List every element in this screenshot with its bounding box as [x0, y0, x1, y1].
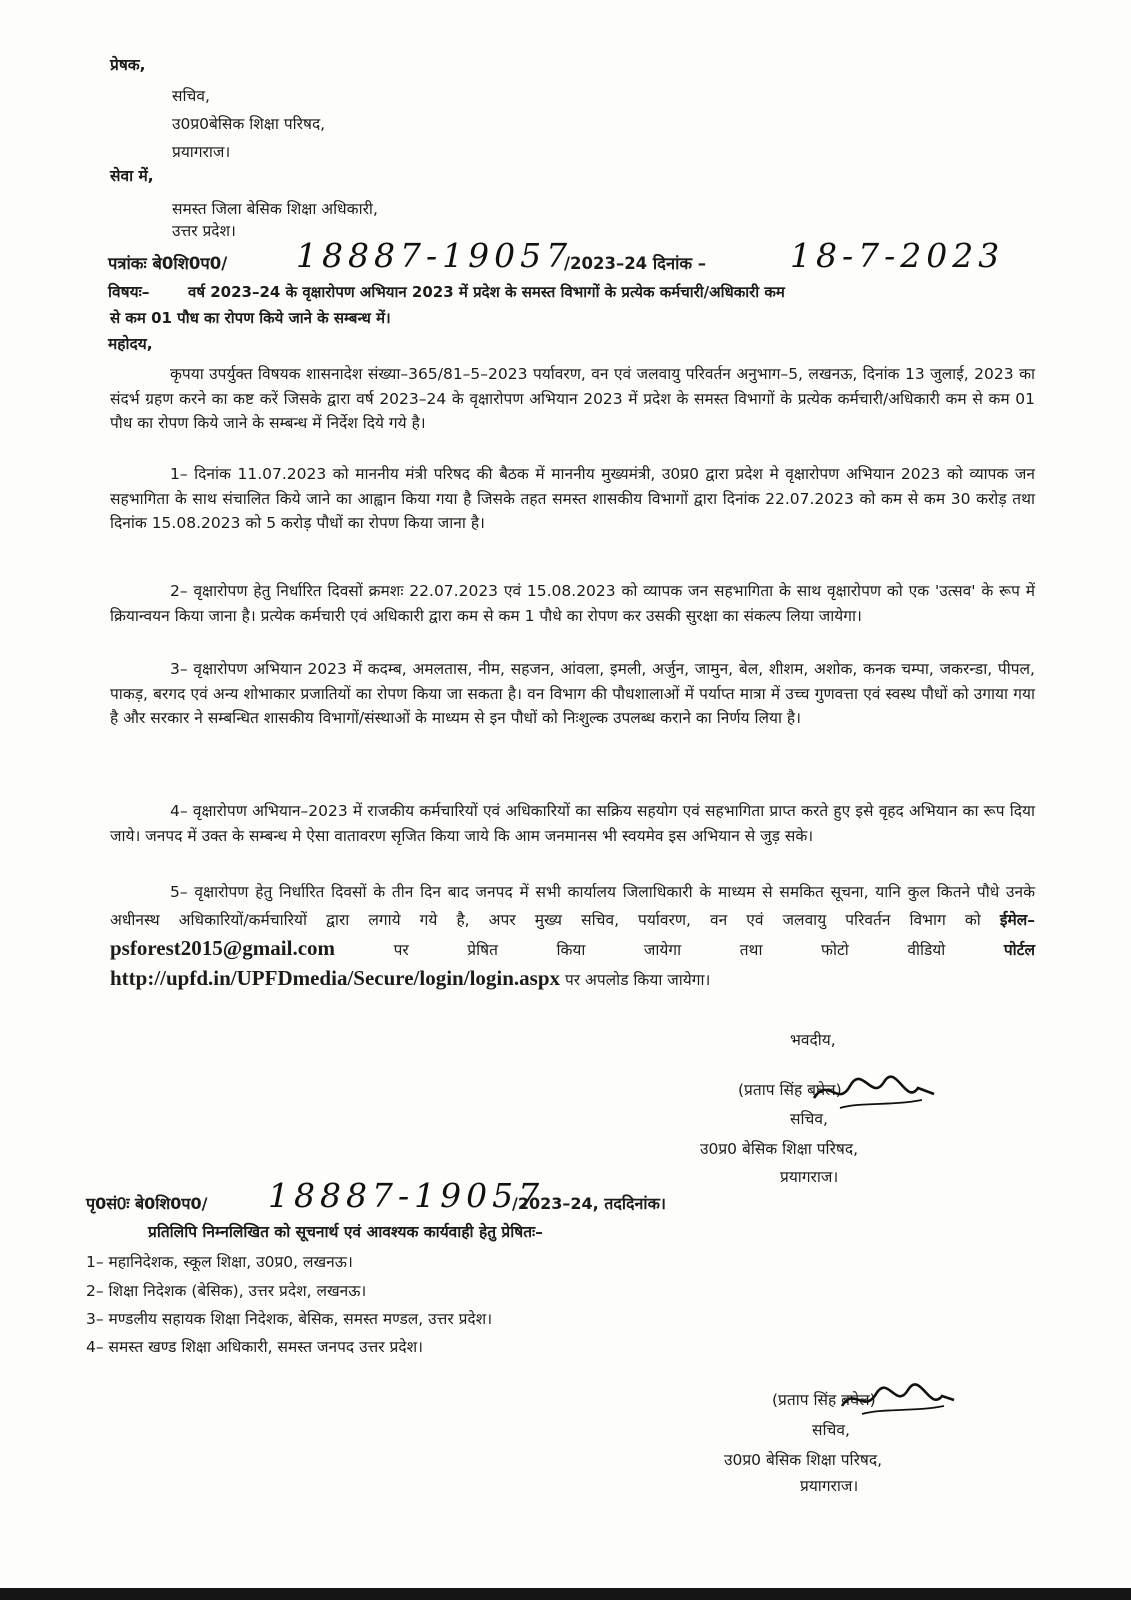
signatory-name: (प्रताप सिंह बघेल) — [738, 1081, 842, 1099]
ref-date-handwritten: 18-7-2023 — [790, 236, 1005, 275]
signatory-title: सचिव, — [790, 1110, 828, 1128]
sender-line: प्रयागराज। — [172, 143, 231, 161]
salutation: महोदय, — [108, 335, 153, 353]
portal-label: पोर्टल — [1003, 941, 1035, 959]
email-address: psforest2015@gmail.com — [110, 936, 336, 960]
point-5-paragraph: 5– वृक्षारोपण हेतु निर्धारित दिवसों के तीन दिन बाद जनपद में सभी कार्यालय जिलाधिकारी के माध्यम से समकित सूचना, यानि कुल कितने पौधे उनके अधीनस्थ अधिकारियों/कर्मचारियों द्वारा लगाये गये है, अपर मुख्य सचिव, पर्यावरण, वन एवं जलवायु परिवर्तन विभाग को ईमेल– psforest2015@gmail.com पर प्रेषित किया जायेगा तथा फोटो वीडियो पोर्टल http://upfd.in/UPFDmedia/Secure/login/login.aspx पर अपलोड किया जायेगा। — [110, 883, 1036, 990]
point-1-paragraph: 1– दिनांक 11.07.2023 को माननीय मंत्री परिषद की बैठक में माननीय मुख्यमंत्री, उ0प्र0 द्वारा प्रदेश मे वृक्षारोपण अभियान 2023 को व्यापक जन सहभागिता के साथ संचालित किये जाने का आह्वान किया गया है जिसके तहत समस्त शासकीय विभागों द्वारा दिनांक 22.07.2023 को कम से कम 30 करोड़ तथा दिनांक 15.08.2023 को 5 करोड़ पौधों का रोपण किया जाना है। — [110, 465, 1035, 532]
point-3-paragraph: 3– वृक्षारोपण अभियान 2023 में कदम्ब, अमलतास, नीम, सहजन, आंवला, इमली, अर्जुन, जामुन, बेल, शीशम, अशोक, कनक चम्पा, जकरन्डा, पीपल, पाकड़, बरगद एवं अन्य शोभाकार प्रजातियों का रोपण किया जा सकता है। वन विभाग की पौधशालाओं में पर्याप्त मात्रा में उच्च गुणवत्ता एवं स्वस्थ पौधों को उगाया गया है और सरकार ने सम्बन्धित शासकीय विभागों/संस्थाओं के माध्यम से इन पौधों को निःशुल्क उपलब्ध कराने का निर्णय लिया है। — [110, 660, 1035, 727]
recipient-line: समस्त जिला बेसिक शिक्षा अधिकारी, — [172, 200, 378, 218]
subject-label: विषयः– — [108, 283, 150, 301]
ref-suffix: /2023–24 दिनांक – — [564, 254, 707, 273]
signatory2-org: उ0प्र0 बेसिक शिक्षा परिषद, — [724, 1451, 883, 1469]
point-4-paragraph: 4– वृक्षारोपण अभियान–2023 में राजकीय कर्मचारियों एवं अधिकारियों का सक्रिय सहयोग एवं सहभागिता प्राप्त करते हुए इसे वृहद अभियान का रूप दिया जाये। जनपद में उक्त के सम्बन्ध मे ऐसा वातावरण सृजित किया जाये कि आम जनमानस भी स्वयमेव इस अभियान से जुड़ सके। — [110, 802, 1035, 845]
copy-list-item: 3– मण्डलीय सहायक शिक्षा निदेशक, बेसिक, समस्त मण्डल, उत्तर प्रदेश। — [86, 1310, 493, 1328]
copy-intro: प्रतिलिपि निम्नलिखित को सूचनार्थ एवं आवश्यक कार्यवाही हेतु प्रेषितः– — [148, 1223, 543, 1241]
scan-edge — [0, 1588, 1131, 1600]
sender-line: सचिव, — [172, 87, 210, 105]
portal-url: http://upfd.in/UPFDmedia/Secure/login/login.aspx — [110, 966, 561, 990]
signatory-place: प्रयागराज। — [780, 1168, 839, 1186]
ref-number-handwritten: 18887-19057 — [296, 236, 573, 275]
signature-scribble — [810, 1068, 940, 1118]
recipient-label: सेवा में, — [110, 167, 154, 185]
copy-ref-suffix: /2023–24, तददिनांक। — [512, 1194, 666, 1213]
signatory2-name: (प्रताप सिंह बघेल) — [772, 1391, 876, 1409]
signatory2-place: प्रयागराज। — [800, 1477, 859, 1495]
point-2-paragraph: 2– वृक्षारोपण हेतु निर्धारित दिवसों क्रमशः 22.07.2023 एवं 15.08.2023 को व्यापक जन सहभागिता के साथ वृक्षारोपण को एक 'उत्सव' के रूप में क्रियान्वयन किया जाना है। प्रत्येक कर्मचारी एवं अधिकारी द्वारा कम से कम 1 पौधे का रोपण कर उसकी सुरक्षा का संकल्प लिया जायेगा। — [110, 582, 1035, 625]
ref-prefix: पत्रांकः बे0शि0प0/ — [108, 254, 228, 273]
subject-line: वर्ष 2023–24 के वृक्षारोपण अभियान 2023 में प्रदेश के समस्त विभागों के प्रत्येक कर्मचारी/अधिकारी कम — [188, 283, 785, 301]
email-label: ईमेल– — [999, 911, 1036, 929]
closing: भवदीय, — [790, 1031, 836, 1049]
sender-line: उ0प्र0बेसिक शिक्षा परिषद, — [172, 115, 326, 133]
intro-paragraph: कृपया उपर्युक्त विषयक शासनादेश संख्या–365/81–5–2023 पर्यावरण, वन एवं जलवायु परिवर्तन अनुभाग–5, लखनऊ, दिनांक 13 जुलाई, 2023 का संदर्भ ग्रहण करने का कष्ट करें जिसके द्वारा वर्ष 2023–24 के वृक्षारोपण अभियान 2023 में प्रदेश के समस्त विभागों के प्रत्येक कर्मचारी/अधिकारी कम से कम 01 पौध का रोपण किये जाने के सम्बन्ध में निर्देश दिये गये है। — [110, 365, 1035, 432]
signatory2-title: सचिव, — [812, 1421, 850, 1439]
signature2-scribble — [838, 1378, 958, 1424]
copy-list-item: 1– महानिदेशक, स्कूल शिक्षा, उ0प्र0, लखनऊ। — [86, 1253, 353, 1271]
copy-list-item: 4– समस्त खण्ड शिक्षा अधिकारी, समस्त जनपद उत्तर प्रदेश। — [86, 1338, 424, 1356]
subject-line: से कम 01 पौध का रोपण किये जाने के सम्बन्ध में। — [110, 309, 391, 327]
copy-ref-prefix: पृ0सं0ः बे0शि0प0/ — [86, 1194, 208, 1213]
sender-label: प्रेषक, — [110, 56, 146, 74]
copy-list-item: 2– शिक्षा निदेशक (बेसिक), उत्तर प्रदेश, लखनऊ। — [86, 1282, 367, 1300]
signatory-org: उ0प्र0 बेसिक शिक्षा परिषद, — [700, 1140, 859, 1158]
copy-ref-number-handwritten: 18887-19057 — [268, 1176, 545, 1215]
recipient-line: उत्तर प्रदेश। — [172, 222, 236, 240]
